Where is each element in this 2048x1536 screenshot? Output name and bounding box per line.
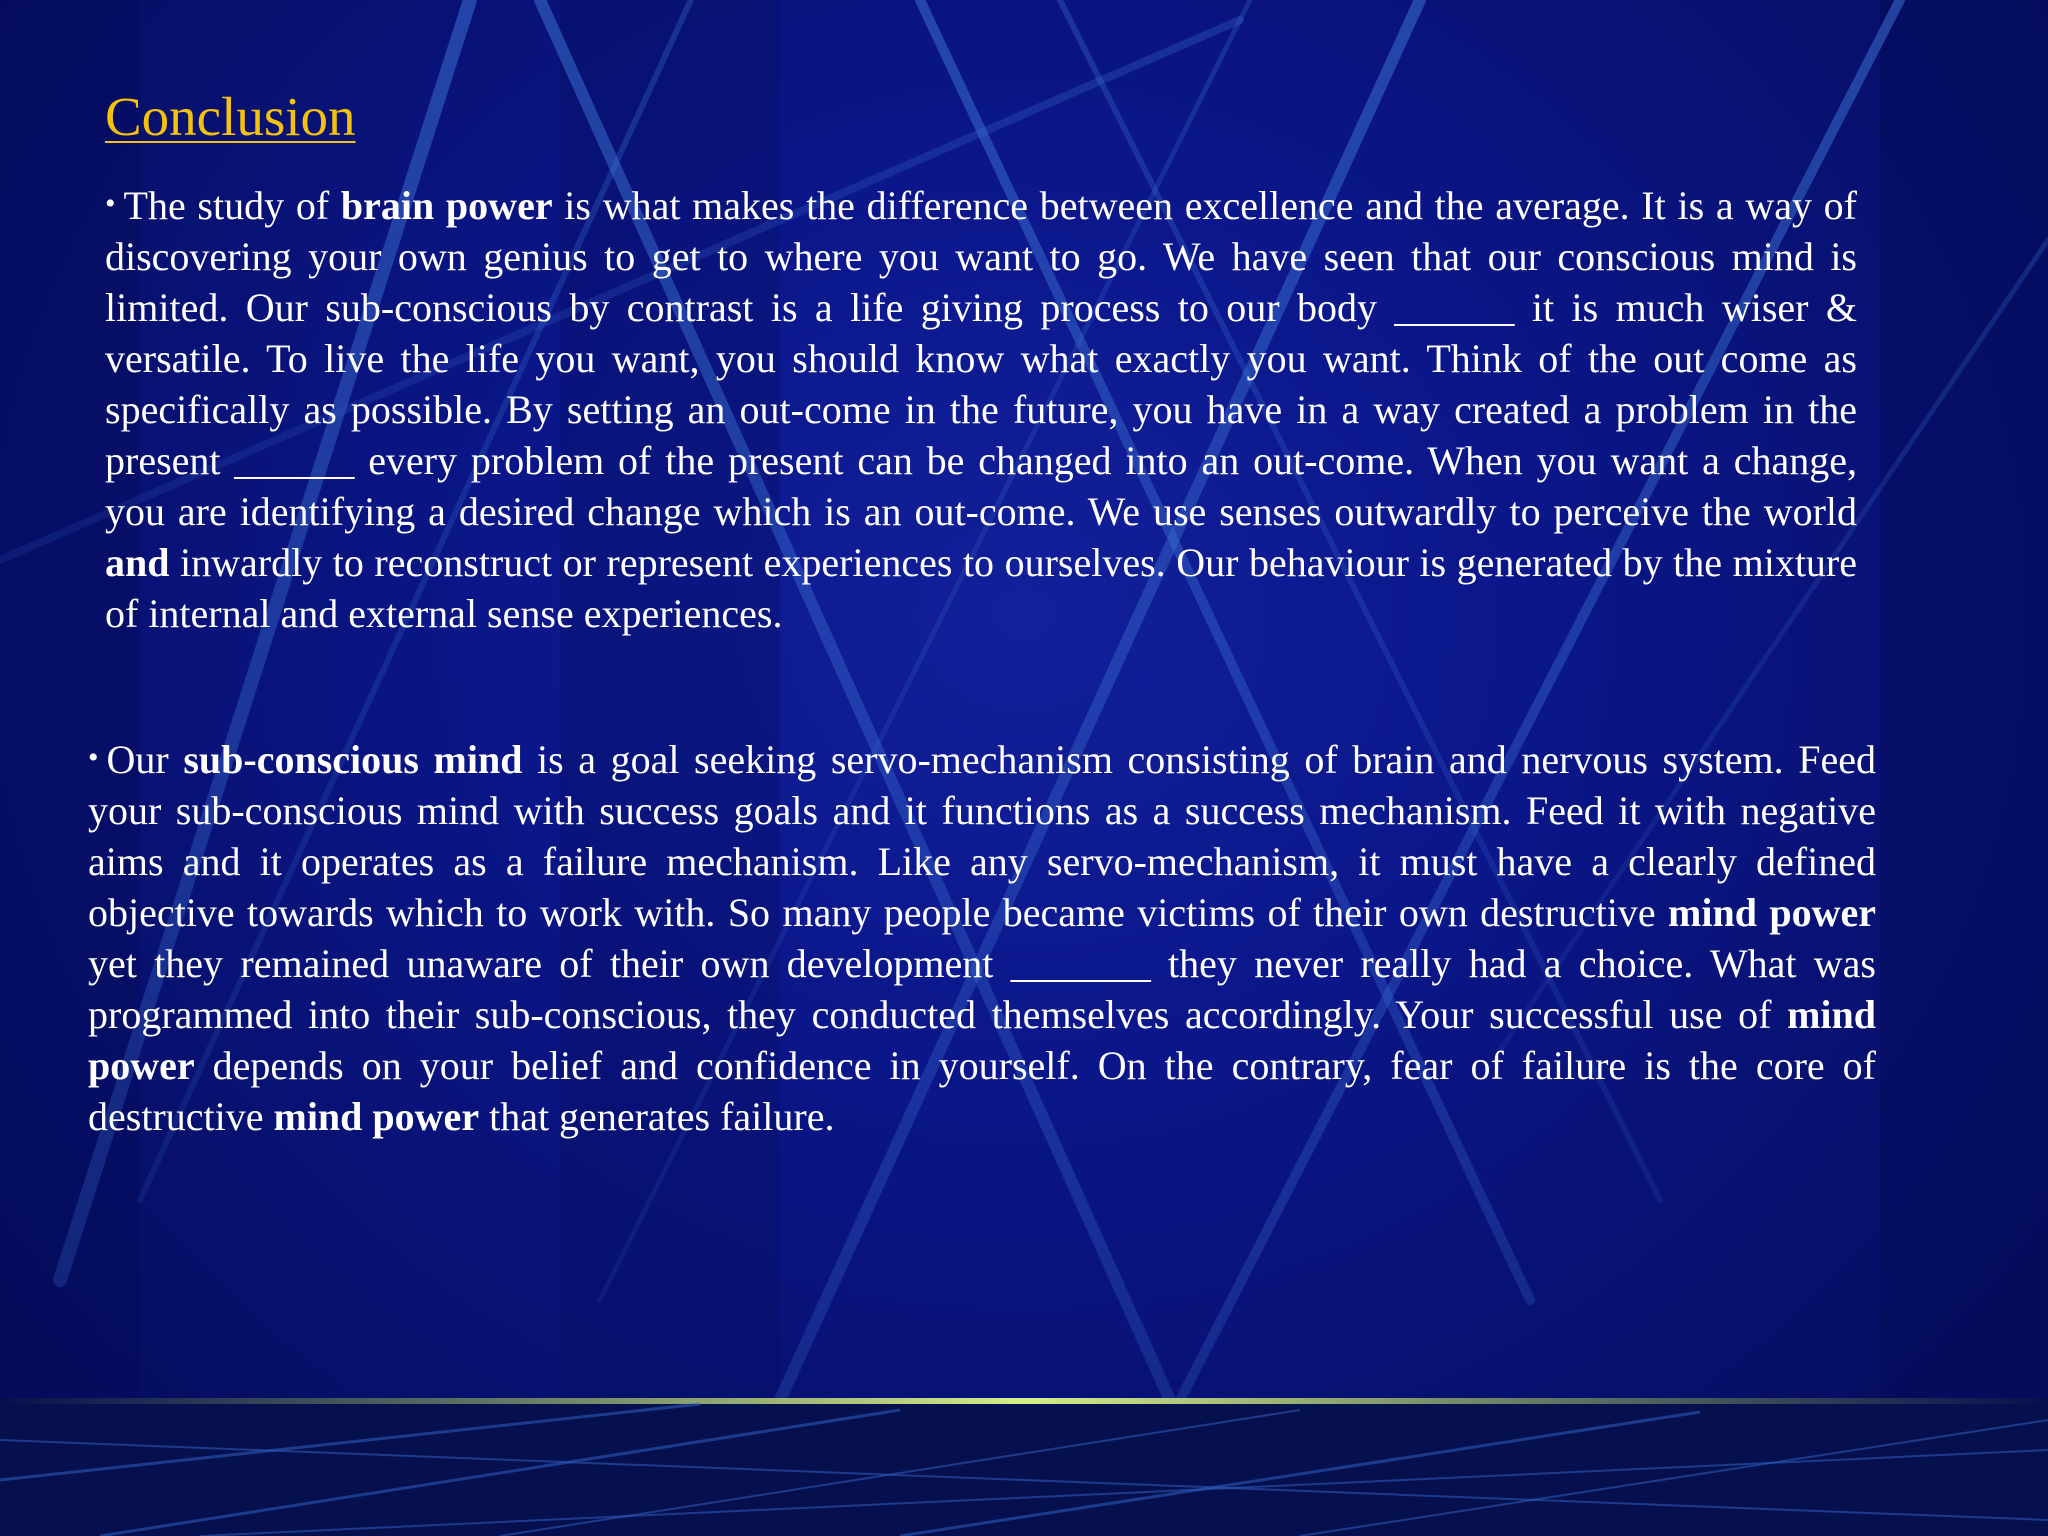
- paragraph1-text-3: inwardly to reconstruct or represent experiences to ourselves. Our behaviour is generated by the mixture of internal and external sense experiences.: [105, 540, 1858, 636]
- bullet-icon: •: [88, 741, 99, 774]
- paragraph2-bold-sub-conscious-mind: sub-conscious mind: [183, 737, 523, 782]
- paragraph2-text-5: that generates failure.: [479, 1094, 835, 1139]
- paragraph2-text-2: is a goal seeking servo-mechanism consisting of brain and nervous system. Feed your sub-conscious mind with success goals and it functions as a success mechanism. Feed it with negative aims and it operates as a failure mechanism. Like any servo-mechanism, it must have a clearly defined objective towards which to work with. So many people became victims of their own destructive: [88, 737, 1876, 935]
- paragraph2-text-1: Our: [106, 737, 184, 782]
- paragraph2-text-4: depends on your belief and confidence in yourself. On the contrary, fear of failure is the core of destructive: [88, 1043, 1876, 1139]
- paragraph2-text-3: yet they remained unaware of their own development _______ they never really had a choice. What was programmed into their sub-conscious, they conducted themselves accordingly. Your successful use of: [88, 941, 1876, 1037]
- paragraph1-text-1: The study of: [123, 183, 341, 228]
- paragraph2-bold-mind-power-3: mind power: [273, 1094, 480, 1139]
- paragraph1-bold-and: and: [105, 540, 170, 585]
- slide-title: Conclusion: [105, 86, 356, 147]
- paragraph1-text-2: is what makes the difference between excellence and the average. It is a way of discovering your own genius to get to where you want to go. We have seen that our conscious mind is limited. Our sub-conscious by contrast is a life giving process to our body ______ it is much wiser & versatile. To live the life you want, you should know what exactly you want. Think of the out come as specifically as possible. By setting an out-come in the future, you have in a way created a problem in the present ______ every problem of the present can be changed into an out-come. When you want a change, you are identifying a desired change which is an out-come. We use senses outwardly to perceive the world: [105, 183, 1857, 534]
- paragraph2-bold-mind-power-2: mind power: [88, 992, 1876, 1088]
- bullet-icon: •: [105, 187, 116, 220]
- conclusion-paragraph-2: [88, 732, 1876, 1142]
- paragraph1-bold-brain-power: brain power: [340, 183, 553, 228]
- conclusion-paragraph-1: [105, 178, 1857, 639]
- paragraph2-bold-mind-power-1: mind power: [1668, 890, 1876, 935]
